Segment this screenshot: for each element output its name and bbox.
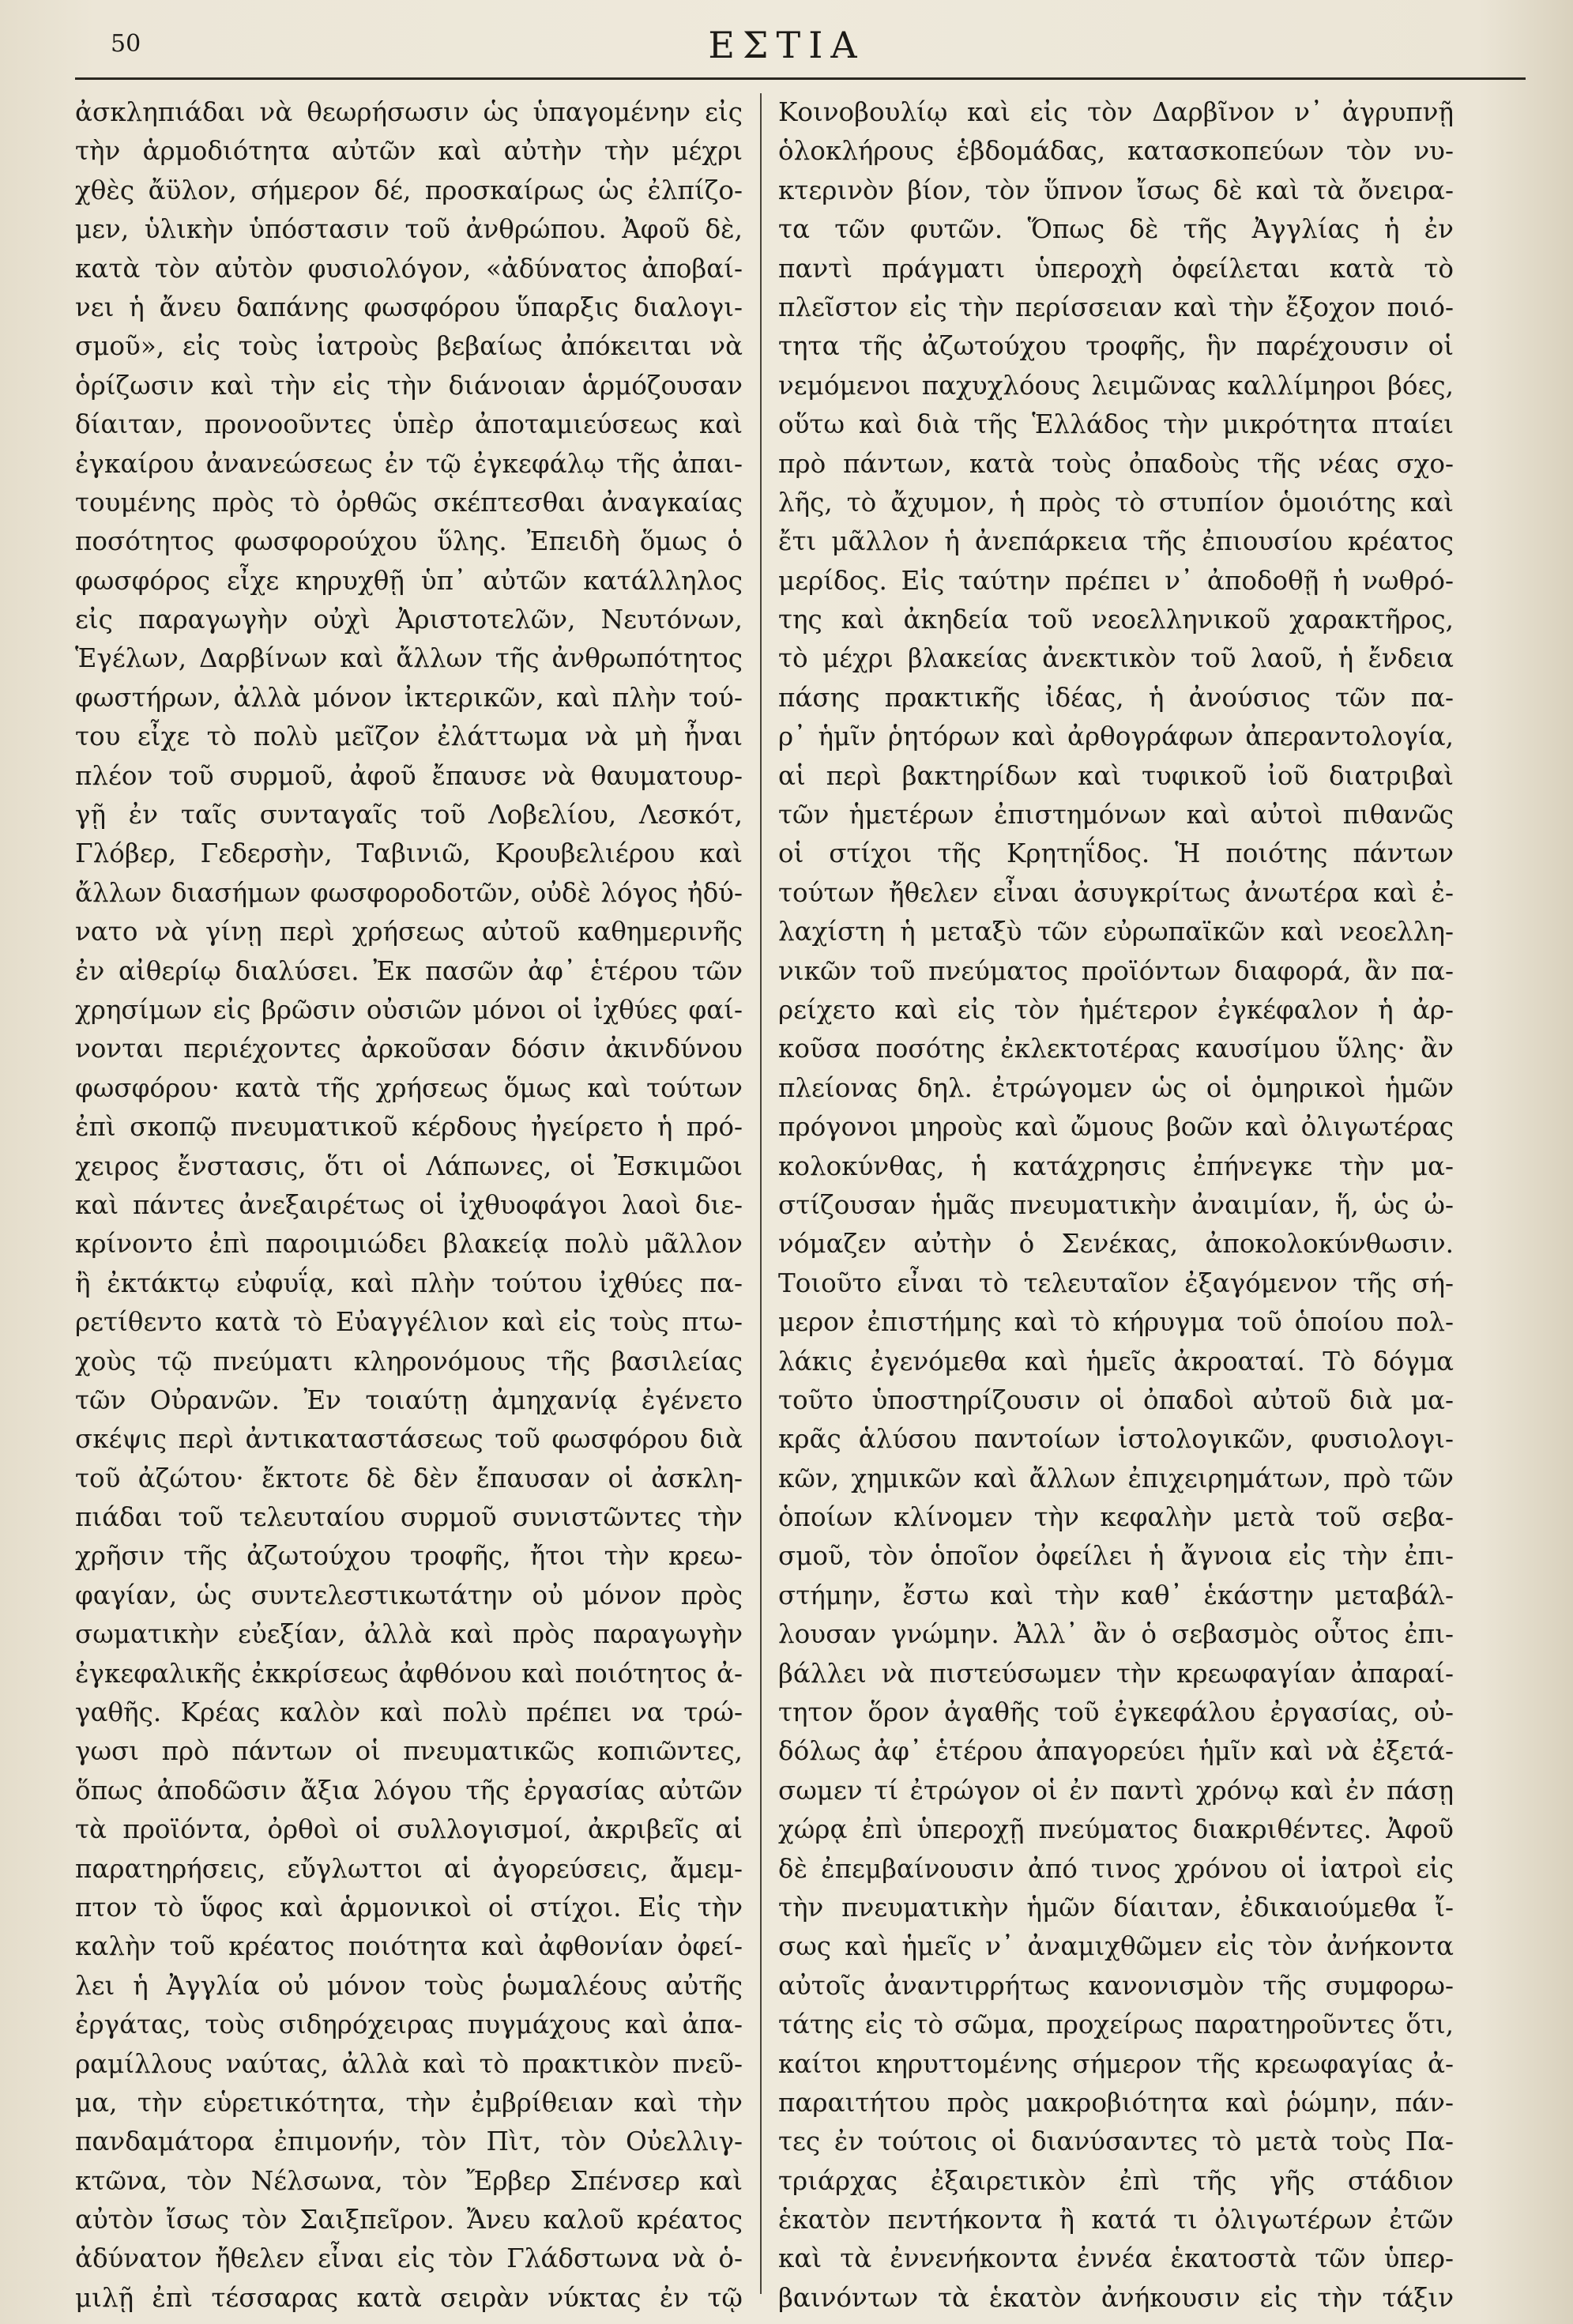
text-line: ὁρίζωσιν καὶ τὴν εἰς τὴν διάνοιαν ἁρμόζουσαν — [75, 370, 743, 401]
text-line: χθὲς ἄϋλον, σήμερον δέ, προσκαίρως ὡς ἐλπίζο- — [75, 175, 743, 205]
text-line: μιλῇ ἐπὶ τέσσαρας κατὰ σειρὰν νύκτας ἐν τῷ — [75, 2282, 743, 2313]
text-line: πρὸ πάντων, κατὰ τοὺς ὀπαδοὺς τῆς νέας σχο- — [778, 448, 1454, 479]
text-line: σμοῦ, τὸν ὁποῖον ὀφείλει ἡ ἄγνοια εἰς τὴν ἐπι- — [778, 1541, 1454, 1572]
text-line: τητα τῆς ἀζωτούχου τροφῆς, ἣν παρέχουσιν οἱ — [778, 331, 1454, 362]
text-line: ἔτι μᾶλλον ἡ ἀνεπάρκεια τῆς ἐπιουσίου κρέατος — [778, 526, 1454, 557]
text-line: ρείχετο καὶ εἰς τὸν ἡμέτερον ἐγκέφαλον ἡ ἀρ- — [778, 994, 1454, 1025]
text-line: Γλόβερ, Γεδερσὴν, Ταβινιῶ, Κρουβελιέρου καὶ — [75, 838, 743, 869]
text-line: ἀδύνατον ἤθελεν εἶναι εἰς τὸν Γλάδστωνα νὰ ὁ- — [75, 2243, 743, 2274]
text-line: ραμίλλους ναύτας, ἀλλὰ καὶ τὸ πρακτικὸν πνεῦ- — [75, 2048, 743, 2079]
text-line: φαγίαν, ὡς συντελεστικωτάτην οὐ μόνον πρὸς — [75, 1580, 743, 1610]
text-line: γῇ ἐν ταῖς συνταγαῖς τοῦ Λοβελίου, Λεσκότ, — [75, 800, 743, 831]
text-line: παντὶ πράγματι ὑπεροχὴ ὀφείλεται κατὰ τὸ — [778, 253, 1454, 284]
text-line: τητον ὅρον ἀγαθῆς τοῦ ἐγκεφάλου ἐργασίας, οὐ- — [778, 1697, 1454, 1728]
text-line: πανδαμάτορα ἐπιμονήν, τὸν Πὶτ, τὸν Οὐελλιγ- — [75, 2126, 743, 2157]
text-line: πλείονας δηλ. ἐτρώγομεν ὡς οἱ ὁμηρικοὶ ἡμῶν — [778, 1072, 1454, 1103]
text-line: νονται περιέχοντες ἀρκοῦσαν δόσιν ἀκινδύνου — [75, 1034, 743, 1064]
text-line: βαινόντων τὰ ἑκατὸν ἀνήκουσιν εἰς τὴν τάξιν — [778, 2282, 1454, 2313]
text-line: τουμένης πρὸς τὸ ὀρθῶς σκέπτεσθαι ἀναγκαίας — [75, 487, 743, 518]
text-line: λουσαν γνώμην. Ἀλλ᾽ ἂν ὁ σεβασμὸς οὗτος ἐπι- — [778, 1619, 1454, 1650]
text-line: κρᾶς ἁλύσου παντοίων ἱστολογικῶν, φυσιολογι- — [778, 1424, 1454, 1455]
text-line: του εἶχε τὸ πολὺ μεῖζον ἐλάττωμα νὰ μὴ ἦναι — [75, 721, 743, 752]
text-line: ἐν αἰθερίῳ διαλύσει. Ἐκ πασῶν ἀφ᾽ ἑτέρου τῶν — [75, 955, 743, 986]
text-line: της καὶ ἀκηδεία τοῦ νεοελληνικοῦ χαρακτῆρος, — [778, 605, 1454, 635]
text-line: νικῶν τοῦ πνεύματος προϊόντων διαφορά, ἂν πα- — [778, 955, 1454, 986]
text-line: οὕτω καὶ διὰ τῆς Ἑλλάδος τὴν μικρότητα πταίει — [778, 409, 1454, 440]
header-rule — [75, 77, 1526, 80]
text-line: πιάδαι τοῦ τελευταίου συρμοῦ συνιστῶντες τὴν — [75, 1502, 743, 1533]
text-line: αἱ περὶ βακτηρίδων καὶ τυφικοῦ ἰοῦ διατριβαὶ — [778, 760, 1454, 791]
text-line: αὐτὸν ἴσως τὸν Σαιξπεῖρον. Ἄνευ καλοῦ κρέατος — [75, 2205, 743, 2235]
text-line: τὴν ἁρμοδιότητα αὐτῶν καὶ αὐτὴν τὴν μέχρι — [75, 136, 743, 167]
text-line: τοῦ ἀζώτου· ἔκτοτε δὲ δὲν ἔπαυσαν οἱ ἀσκλη- — [75, 1463, 743, 1493]
text-line: τὸ μέχρι βλακείας ἀνεκτικὸν τοῦ λαοῦ, ἡ ἔνδεια — [778, 643, 1454, 674]
text-line: ἐπὶ σκοπῷ πνευματικοῦ κέρδους ἠγείρετο ἡ πρό- — [75, 1112, 743, 1143]
text-line: σμοῦ», εἰς τοὺς ἰατροὺς βεβαίως ἀπόκειται νὰ — [75, 331, 743, 362]
text-line: ὁλοκλήρους ἑβδομάδας, κατασκοπεύων τὸν νυ- — [778, 136, 1454, 167]
text-line: χρησίμων εἰς βρῶσιν οὐσιῶν μόνοι οἱ ἰχθύες φαί- — [75, 994, 743, 1025]
text-line: δίαιταν, προνοοῦντες ὑπὲρ ἀποταμιεύσεως καὶ — [75, 409, 743, 440]
text-line: στίζουσαν ἡμᾶς πνευματικὴν ἀναιμίαν, ἥ, ὡς ὠ- — [778, 1189, 1454, 1220]
text-line: παρατηρήσεις, εὔγλωττοι αἱ ἀγορεύσεις, ἄμεμ- — [75, 1853, 743, 1884]
text-line: ὅπως ἀποδῶσιν ἄξια λόγου τῆς ἐργασίας αὐτῶν — [75, 1775, 743, 1806]
text-line: σως καὶ ἡμεῖς ν᾽ ἀναμιχθῶμεν εἰς τὸν ἀνήκοντα — [778, 1931, 1454, 1962]
text-line: φωσφόρος εἶχε κηρυχθῇ ὑπ᾽ αὐτῶν κατάλληλος — [75, 565, 743, 596]
text-line: λει ἡ Ἀγγλία οὐ μόνον τοὺς ῥωμαλέους αὐτῆς — [75, 1970, 743, 2001]
text-line: τάτης εἰς τὸ σῶμα, προχείρως παρατηροῦντες ὅτι, — [778, 2009, 1454, 2040]
text-line: κοῦσα ποσότης ἐκλεκτοτέρας καυσίμου ὕλης· ἂν — [778, 1034, 1454, 1064]
text-line: σωματικὴν εὐεξίαν, ἀλλὰ καὶ πρὸς παραγωγὴν — [75, 1619, 743, 1650]
text-line: καλὴν τοῦ κρέατος ποιότητα καὶ ἀφθονίαν ὀφεί- — [75, 1931, 743, 1962]
text-line: πάσης πρακτικῆς ἰδέας, ἡ ἀνούσιος τῶν πα- — [778, 682, 1454, 713]
text-line: τὰ προϊόντα, ὀρθοὶ οἱ συλλογισμοί, ἀκριβεῖς αἱ — [75, 1814, 743, 1845]
text-line: πλέον τοῦ συρμοῦ, ἀφοῦ ἔπαυσε νὰ θαυματουρ- — [75, 760, 743, 791]
text-line: ἐγκεφαλικῆς ἐκκρίσεως ἀφθόνου καὶ ποιότητος ἀ- — [75, 1658, 743, 1689]
text-line: χοὺς τῷ πνεύματι κληρονόμους τῆς βασιλείας — [75, 1346, 743, 1377]
text-line: τῶν ἡμετέρων ἐπιστημόνων καὶ αὐτοὶ πιθανῶς — [778, 800, 1454, 831]
text-line: εἰς παραγωγὴν οὐχὶ Ἀριστοτελῶν, Νευτόνων, — [75, 605, 743, 635]
text-line: σωμεν τί ἐτρώγον οἱ ἐν παντὶ χρόνῳ καὶ ἐν πάσῃ — [778, 1775, 1454, 1806]
text-line: τῶν Οὐρανῶν. Ἐν τοιαύτῃ ἀμηχανίᾳ ἐγένετο — [75, 1384, 743, 1415]
text-line: δὲ ἐπεμβαίνουσιν ἀπό τινος χρόνου οἱ ἰατροὶ εἰς — [778, 1853, 1454, 1884]
text-line: φωσφόρου· κατὰ τῆς χρήσεως ὅμως καὶ τούτων — [75, 1072, 743, 1103]
journal-title: ΕΣΤΙΑ — [708, 24, 865, 66]
text-line: λῆς, τὸ ἄχυμον, ἡ πρὸς τὸ στυπίον ὁμοιότης καὶ — [778, 487, 1454, 518]
text-line: πρόγονοι μηροὺς καὶ ὤμους βοῶν καὶ ὀλιγωτέρας — [778, 1112, 1454, 1143]
text-line: δόλως ἀφ᾽ ἑτέρου ἀπαγορεύει ἡμῖν καὶ νὰ ἐξετά- — [778, 1736, 1454, 1767]
text-line: σκέψις περὶ ἀντικαταστάσεως τοῦ φωσφόρου διὰ — [75, 1424, 743, 1455]
text-line: βάλλει νὰ πιστεύσωμεν τὴν κρεωφαγίαν ἀπαραί- — [778, 1658, 1454, 1689]
text-line: γαθῆς. Κρέας καλὸν καὶ πολὺ πρέπει να τρώ- — [75, 1697, 743, 1728]
text-line: φωστήρων, ἀλλὰ μόνον ἰκτερικῶν, καὶ πλὴν τού- — [75, 682, 743, 713]
text-line: τούτων ἤθελεν εἶναι ἀσυγκρίτως ἀνωτέρα καὶ ἐ- — [778, 877, 1454, 908]
text-line: κτῶνα, τὸν Νέλσωνα, τὸν Ἔρβερ Σπένσερ καὶ — [75, 2165, 743, 2196]
text-line: νεμόμενοι παχυχλόους λειμῶνας καλλίμηροι βόες, — [778, 370, 1454, 401]
text-line: μερον ἐπιστήμης καὶ τὸ κήρυγμα τοῦ ὁποίου πολ- — [778, 1307, 1454, 1338]
text-line: μεν, ὑλικὴν ὑπόστασιν τοῦ ἀνθρώπου. Ἀφοῦ δὲ, — [75, 214, 743, 245]
text-line: χειρος ἔνστασις, ὅτι οἱ Λάπωνες, οἱ Ἐσκιμῶοι — [75, 1151, 743, 1181]
text-line: νατο νὰ γίνῃ περὶ χρήσεως αὐτοῦ καθημερινῆς — [75, 917, 743, 947]
text-line: ἀσκληπιάδαι νὰ θεωρήσωσιν ὡς ὑπαγομένην εἰς — [75, 97, 743, 127]
text-line: Κοινοβουλίῳ καὶ εἰς τὸν Δαρβῖνον ν᾽ ἀγρυπνῇ — [778, 97, 1454, 127]
text-line: μερίδος. Εἰς ταύτην πρέπει ν᾽ ἀποδοθῇ ἡ νωθρό- — [778, 565, 1454, 596]
text-line: κῶν, χημικῶν καὶ ἄλλων ἐπιχειρημάτων, πρὸ τῶν — [778, 1463, 1454, 1493]
right-column — [778, 93, 1454, 2318]
text-line: καὶ τὰ ἐννενήκοντα ἐννέα ἑκατοστὰ τῶν ὑπερ- — [778, 2243, 1454, 2274]
text-line: καὶ πάντες ἀνεξαιρέτως οἱ ἰχθυοφάγοι λαοὶ διε- — [75, 1189, 743, 1220]
text-line: πλεῖστον εἰς τὴν περίσσειαν καὶ τὴν ἔξοχον ποιό- — [778, 292, 1454, 322]
text-line: λάκις ἐγενόμεθα καὶ ἡμεῖς ἀκροαταί. Τὸ δόγμα — [778, 1346, 1454, 1377]
text-line: ἐργάτας, τοὺς σιδηρόχειρας πυγμάχους καὶ ἀπα- — [75, 2009, 743, 2040]
text-line: κατὰ τὸν αὐτὸν φυσιολόγον, «ἀδύνατος ἀποβαί- — [75, 253, 743, 284]
text-line: λαχίστη ἡ μεταξὺ τῶν εὐρωπαϊκῶν καὶ νεοελλη- — [778, 917, 1454, 947]
text-line: κτερινὸν βίον, τὸν ὕπνον ἴσως δὲ καὶ τὰ ὄνειρα- — [778, 175, 1454, 205]
text-line: στήμην, ἔστω καὶ τὴν καθ᾽ ἑκάστην μεταβάλ- — [778, 1580, 1454, 1610]
page-number: 50 — [111, 30, 141, 58]
text-line: ἢ ἐκτάκτῳ εὐφυΐᾳ, καὶ πλὴν τούτου ἰχθύες πα- — [75, 1267, 743, 1298]
text-line: ὁποίων κλίνομεν τὴν κεφαλὴν μετὰ τοῦ σεβα- — [778, 1502, 1454, 1533]
text-line: καίτοι κηρυττομένης σήμερον τῆς κρεωφαγίας ἀ- — [778, 2048, 1454, 2079]
text-line: νει ἡ ἄνευ δαπάνης φωσφόρου ὕπαρξις διαλογι- — [75, 292, 743, 322]
text-line: γωσι πρὸ πάντων οἱ πνευματικῶς κοπιῶντες, — [75, 1736, 743, 1767]
text-line: ρετίθεντο κατὰ τὸ Εὐαγγέλιον καὶ εἰς τοὺς πτω- — [75, 1307, 743, 1338]
text-line: τριάρχας ἐξαιρετικὸν ἐπὶ τῆς γῆς στάδιον — [778, 2165, 1454, 2196]
text-line: ἄλλων διασήμων φωσφοροδοτῶν, οὐδὲ λόγος ἠδύ- — [75, 877, 743, 908]
text-line: χρῆσιν τῆς ἀζωτούχου τροφῆς, ἤτοι τὴν κρεω- — [75, 1541, 743, 1572]
text-line: κολοκύνθας, ἡ κατάχρησις ἐπήνεγκε τὴν μα- — [778, 1151, 1454, 1181]
text-line: μα, τὴν εὑρετικότητα, τὴν ἐμβρίθειαν καὶ τὴν — [75, 2087, 743, 2118]
text-line: τοῦτο ὑποστηρίζουσιν οἱ ὀπαδοὶ αὐτοῦ διὰ μα- — [778, 1384, 1454, 1415]
text-line: πτον τὸ ὕφος καὶ ἁρμονικοὶ οἱ στίχοι. Εἰς τὴν — [75, 1892, 743, 1923]
text-line: οἱ στίχοι τῆς Κρητηΐδος. Ἡ ποιότης πάντων — [778, 838, 1454, 869]
text-line: ποσότητος φωσφορούχου ὕλης. Ἐπειδὴ ὅμως ὁ — [75, 526, 743, 557]
text-line: ἐγκαίρου ἀνανεώσεως ἐν τῷ ἐγκεφάλῳ τῆς ἀπαι- — [75, 448, 743, 479]
text-line: παραιτήτου πρὸς μακροβιότητα καὶ ῥώμην, πάν- — [778, 2087, 1454, 2118]
text-line: ρ᾽ ἡμῖν ῥητόρων καὶ ἀρθογράφων ἀπεραντολογία, — [778, 721, 1454, 752]
text-line: αὐτοῖς ἀναντιρρήτως κανονισμὸν τῆς συμφορω- — [778, 1970, 1454, 2001]
text-line: τα τῶν φυτῶν. Ὅπως δὲ τῆς Ἀγγλίας ἡ ἐν — [778, 214, 1454, 245]
text-line: τες ἐν τούτοις οἱ διανύσαντες τὸ μετὰ τοὺς Πα- — [778, 2126, 1454, 2157]
text-line: ἑκατὸν πεντήκοντα ἢ κατά τι ὀλιγωτέρων ἐτῶν — [778, 2205, 1454, 2235]
text-line: χώρᾳ ἐπὶ ὑπεροχῇ πνεύματος διακριθέντες. Ἀφοῦ — [778, 1814, 1454, 1845]
text-line: νόμαζεν αὐτὴν ὁ Σενέκας, ἀποκολοκύνθωσιν. — [778, 1229, 1454, 1260]
text-line: Ἑγέλων, Δαρβίνων καὶ ἄλλων τῆς ἀνθρωπότητος — [75, 643, 743, 674]
column-divider — [760, 93, 762, 2294]
left-column — [75, 93, 743, 2318]
text-line: κρίνοντο ἐπὶ παροιμιώδει βλακείᾳ πολὺ μᾶλλον — [75, 1229, 743, 1260]
text-line: τὴν πνευματικὴν ἡμῶν δίαιταν, ἐδικαιούμεθα ἴ- — [778, 1892, 1454, 1923]
text-line: Τοιοῦτο εἶναι τὸ τελευταῖον ἐξαγόμενον τῆς σή- — [778, 1267, 1454, 1298]
